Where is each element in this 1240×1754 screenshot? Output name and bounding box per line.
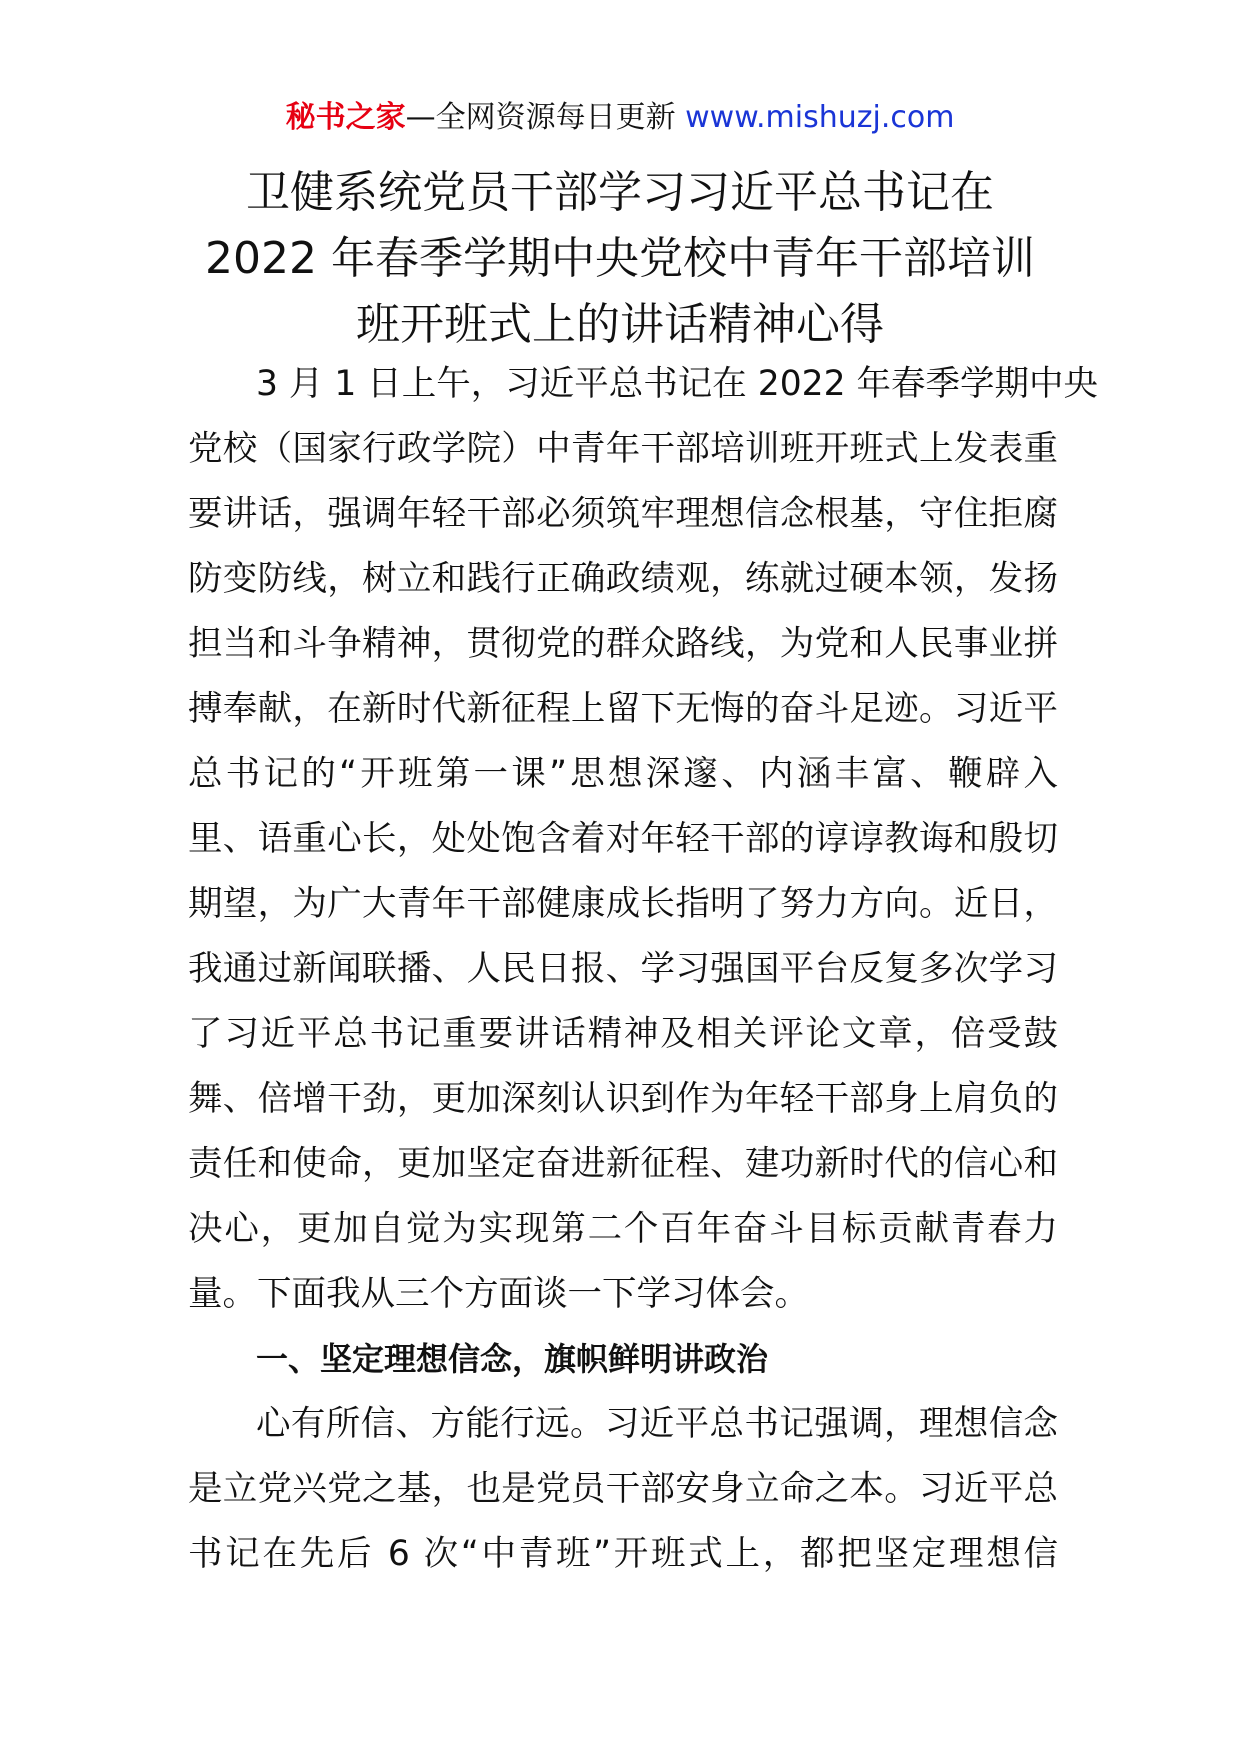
document-body — [188, 352, 1099, 1587]
site-brand: 秘书之家 — [285, 100, 406, 135]
paragraph-line: 3 月 1 日上午，习近平总书记在 2022 年春季学期中央 — [256, 364, 1099, 404]
paragraph-line: 里、语重心长，处处饱含着对年轻干部的谆谆教诲和殷切 — [188, 819, 1058, 859]
paragraph-line: 决心，更加自觉为实现第二个百年奋斗目标贡献青春力 — [188, 1209, 1058, 1249]
paragraph-line: 担当和斗争精神，贯彻党的群众路线，为党和人民事业拼 — [188, 624, 1058, 664]
section-heading: 一、坚定理想信念，旗帜鲜明讲政治 — [256, 1340, 769, 1378]
title-line: 班开班式上的讲话精神心得 — [356, 299, 884, 350]
paragraph-line: 防变防线，树立和践行正确政绩观，练就过硬本领，发扬 — [188, 559, 1058, 599]
paragraph-line: 了习近平总书记重要讲话精神及相关评论文章，倍受鼓 — [188, 1014, 1058, 1054]
paragraph-line: 我通过新闻联播、人民日报、学习强国平台反复多次学习 — [188, 949, 1058, 989]
document-title — [160, 160, 1080, 358]
title-line: 卫健系统党员干部学习习近平总书记在 — [246, 167, 994, 218]
paragraph-line: 党校（国家行政学院）中青年干部培训班开班式上发表重 — [188, 429, 1058, 469]
site-slogan: —全网资源每日更新 — [405, 100, 676, 135]
site-header — [0, 98, 1240, 138]
paragraph-line: 书记在先后 6 次“中青班”开班式上，都把坚定理想信 — [188, 1534, 1058, 1574]
paragraph-line: 搏奉献，在新时代新征程上留下无悔的奋斗足迹。习近平 — [188, 689, 1058, 729]
paragraph-line: 要讲话，强调年轻干部必须筑牢理想信念根基，守住拒腐 — [188, 494, 1058, 534]
paragraph-line: 是立党兴党之基，也是党员干部安身立命之本。习近平总 — [188, 1469, 1058, 1509]
paragraph-line: 舞、倍增干劲，更加深刻认识到作为年轻干部身上肩负的 — [188, 1079, 1058, 1119]
paragraph-line: 期望，为广大青年干部健康成长指明了努力方向。近日， — [188, 884, 1058, 924]
paragraph-line: 量。下面我从三个方面谈一下学习体会。 — [188, 1274, 809, 1314]
title-line: 2022 年春季学期中央党校中青年干部培训 — [205, 233, 1035, 284]
paragraph-line: 心有所信、方能行远。习近平总书记强调，理想信念 — [256, 1404, 1058, 1444]
paragraph-line: 责任和使命，更加坚定奋进新征程、建功新时代的信心和 — [188, 1144, 1058, 1184]
site-url-link[interactable]: www.mishuzj.com — [685, 100, 955, 135]
paragraph-line: 总书记的“开班第一课”思想深邃、内涵丰富、鞭辟入 — [188, 754, 1058, 794]
